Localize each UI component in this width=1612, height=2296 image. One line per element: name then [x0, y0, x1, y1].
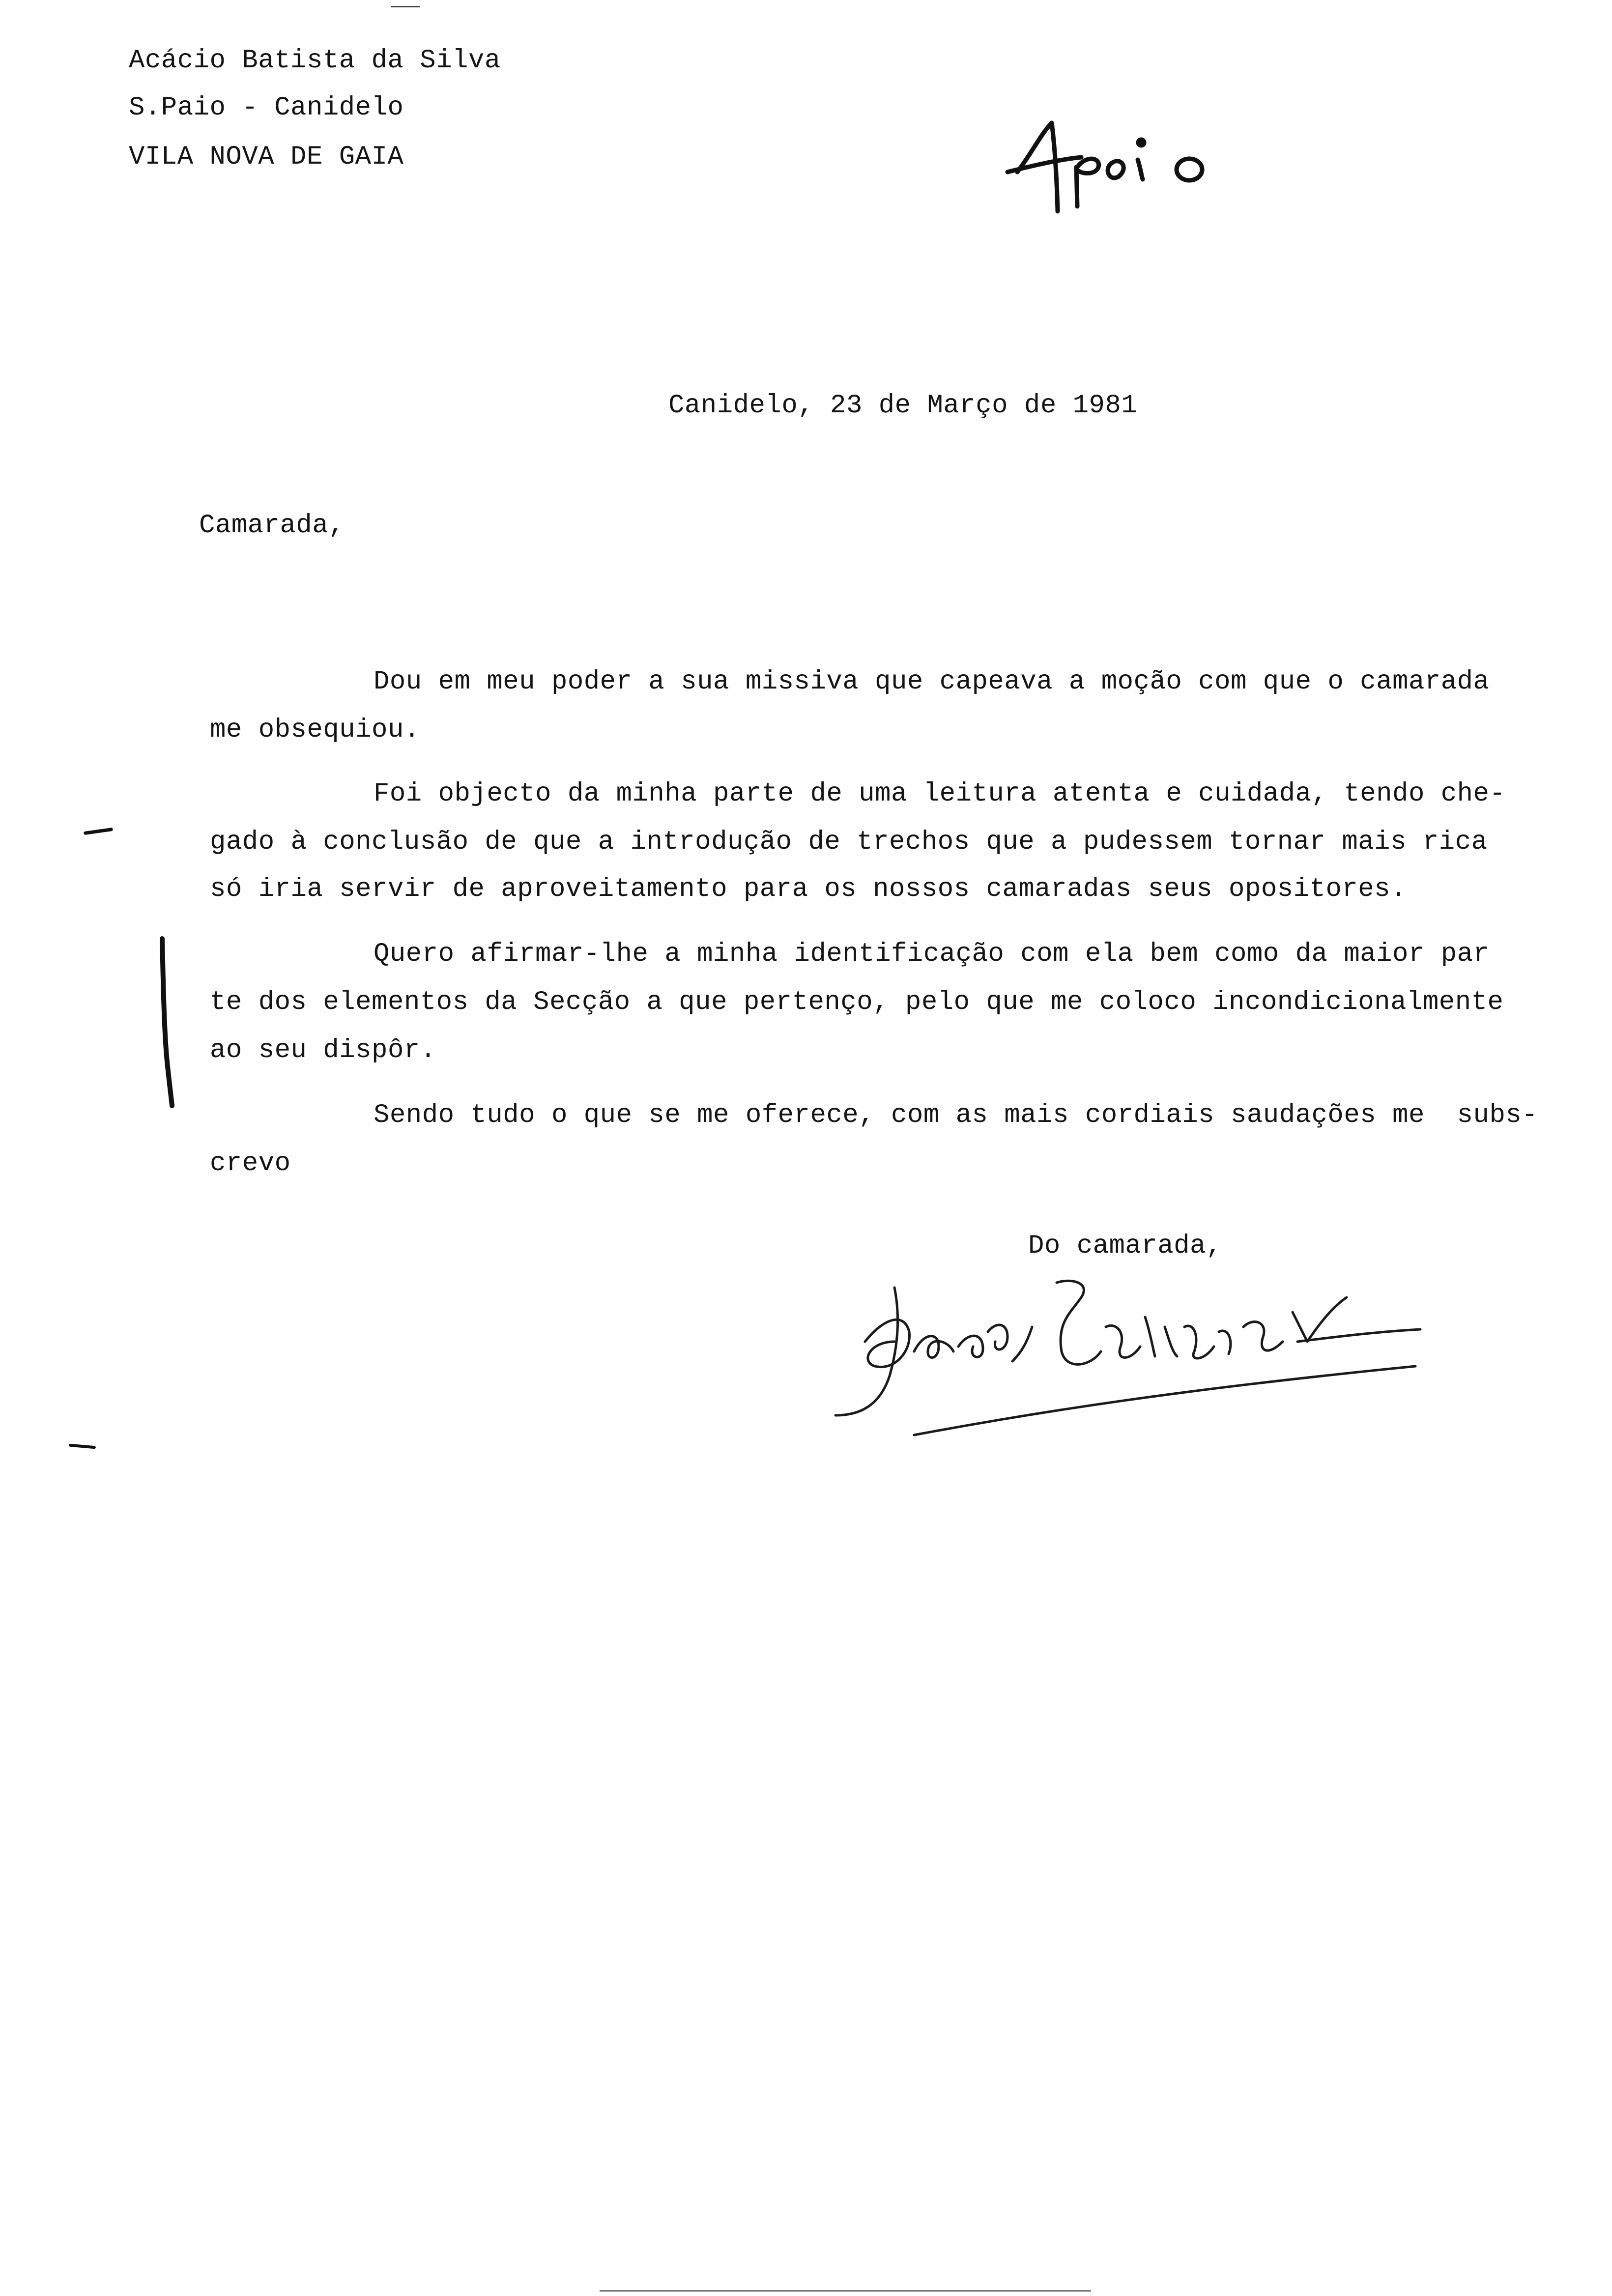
sender-name: Acácio Batista da Silva	[129, 46, 501, 76]
closing: Do camarada,	[1028, 1231, 1222, 1261]
date-line: Canidelo, 23 de Março de 1981	[668, 391, 1138, 421]
paragraph-4-line-2: crevo	[210, 1148, 291, 1178]
salutation: Camarada,	[199, 511, 345, 541]
sender-city: VILA NOVA DE GAIA	[129, 142, 404, 172]
paragraph-1-line-1: Dou em meu poder a sua missiva que capeava a moção com que o camarada	[374, 667, 1490, 697]
paragraph-3-line-2: te dos elementos da Secção a que pertenço, pelo que me coloco incondicionalmente	[210, 987, 1504, 1017]
margin-tick-mark-lower	[69, 1444, 96, 1449]
handwritten-annotation	[1003, 113, 1229, 221]
paragraph-2-line-1: Foi objecto da minha parte de uma leitura atenta e cuidada, tendo che-	[374, 779, 1506, 809]
paragraph-3-line-1: Quero afirmar-lhe a minha identificação com ela bem como da maior par	[374, 939, 1490, 969]
margin-vertical-mark	[152, 934, 182, 1111]
top-scan-rule	[391, 6, 420, 7]
margin-tick-mark	[84, 828, 113, 835]
paragraph-4-line-1: Sendo tudo o que se me oferece, com as mais cordiais saudações me subs-	[374, 1100, 1538, 1130]
paragraph-1-line-2: me obsequiou.	[210, 715, 420, 745]
bottom-scan-rule	[600, 2290, 1091, 2292]
signature-icon	[826, 1268, 1435, 1455]
paragraph-2-line-3: só iria servir de aproveitamento para os nossos camaradas seus opositores.	[210, 874, 1407, 904]
paragraph-2-line-2: gado à conclusão de que a introdução de trechos que a pudessem tornar mais rica	[210, 827, 1488, 857]
paragraph-3-line-3: ao seu dispôr.	[210, 1035, 436, 1065]
sender-address: S.Paio - Canidelo	[129, 93, 404, 123]
